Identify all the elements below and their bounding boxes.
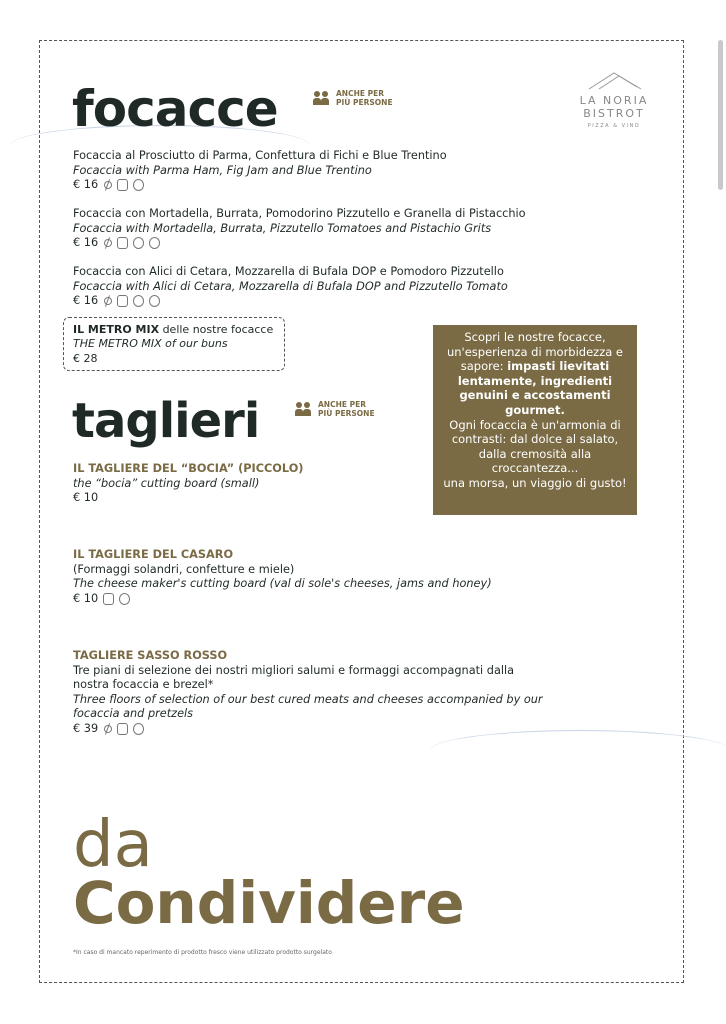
share-badge [295, 400, 375, 418]
share-line2: PIÙ PERSONE [318, 409, 375, 418]
people-icon [313, 91, 331, 105]
taglieri-title: taglieri [72, 393, 260, 449]
dairy-icon [117, 723, 128, 735]
item-name: Focaccia al Prosciutto di Parma, Confettura di Fichi e Blue Trentino [73, 149, 447, 162]
footer-title-line1: da [73, 808, 153, 882]
metro-en: THE METRO MIX of our buns [73, 337, 228, 351]
allergen-icon [133, 723, 144, 735]
item-price: € 16 [73, 236, 99, 250]
promo-text: Ogni focaccia è un'armonia di contrasti: dal dolce al salato, dalla cremosità alla croccantezza... [449, 417, 621, 476]
item-name-en: The cheese maker's cutting board (val di sole's cheeses, jams and honey) [73, 577, 492, 591]
menu-item [73, 149, 593, 193]
menu-item [73, 649, 543, 737]
gluten-icon [103, 179, 112, 191]
focacce-title: focacce [72, 80, 278, 138]
logo-line1: LA NORIA [579, 94, 649, 107]
menu-item [73, 462, 593, 506]
dairy-icon [103, 593, 114, 605]
dairy-icon [117, 295, 128, 307]
item-name-en: the “bocia” cutting board (small) [73, 476, 260, 490]
share-line1: ANCHE PER [318, 400, 366, 409]
allergen-icon [133, 179, 144, 191]
roof-icon [579, 70, 649, 90]
metro-price: € 28 [73, 351, 98, 365]
item-desc: Tre piani di selezione dei nostri migliori salumi e formaggi accompagnati dalla nostra focaccia e brezel* [73, 663, 515, 692]
footer-title-line2: Condividere [73, 869, 465, 937]
logo-line3: PIZZA & VINO [587, 123, 641, 129]
item-name: IL TAGLIERE DEL CASARO [73, 548, 234, 561]
promo-highlight: impasti lievitati lentamente, ingredienti genuini e accostamenti gourmet. [457, 359, 613, 417]
item-name-en: Focaccia with Alici di Cetara, Mozzarella di Bufala DOP and Pizzutello Tomato [73, 279, 508, 293]
item-price: € 16 [73, 294, 99, 308]
metro-title: IL METRO MIX [73, 323, 160, 336]
gluten-icon [103, 723, 112, 735]
dairy-icon [117, 179, 128, 191]
share-badge [313, 89, 393, 107]
item-name: Focaccia con Mortadella, Burrata, Pomodorino Pizzutello e Granella di Pistacchio [73, 207, 526, 220]
restaurant-logo [568, 70, 660, 129]
logo-line2: BISTROT [583, 107, 645, 120]
allergen-icon [119, 593, 130, 605]
scrollbar[interactable] [718, 40, 723, 190]
item-price: € 10 [73, 491, 99, 505]
metro-mix-box [63, 317, 285, 371]
item-price: € 39 [73, 721, 99, 735]
item-name: IL TAGLIERE DEL “BOCIA” (PICCOLO) [73, 462, 304, 475]
item-name-en: Focaccia with Parma Ham, Fig Jam and Blue Trentino [73, 163, 372, 177]
item-name: TAGLIERE SASSO ROSSO [73, 649, 228, 662]
fish-icon [149, 295, 160, 307]
gluten-icon [103, 237, 112, 249]
item-name-en: Focaccia with Mortadella, Burrata, Pizzutello Tomatoes and Pistachio Grits [73, 221, 492, 235]
footnote: *In caso di mancato reperimento di prodotto fresco viene utilizzato prodotto surgelato [73, 949, 332, 956]
item-desc: (Formaggi solandri, confetture e miele) [73, 562, 295, 576]
promo-closing: una morsa, un viaggio di gusto! [443, 475, 627, 490]
people-icon [295, 402, 313, 416]
allergen-icon [133, 237, 144, 249]
menu-item [73, 265, 593, 309]
gluten-icon [103, 295, 112, 307]
allergen-icon [133, 295, 144, 307]
nut-icon [149, 237, 160, 249]
item-price: € 10 [73, 591, 99, 605]
menu-item [73, 207, 593, 251]
item-name-en: Three floors of selection of our best cured meats and cheeses accompanied by our focaccia and pretzels [73, 692, 543, 721]
share-line1: ANCHE PER [336, 89, 384, 98]
item-name: Focaccia con Alici di Cetara, Mozzarella di Bufala DOP e Pomodoro Pizzutello [73, 265, 504, 278]
metro-desc: delle nostre focacce [159, 323, 274, 336]
menu-item [73, 548, 593, 606]
share-line2: PIÙ PERSONE [336, 98, 393, 107]
promo-intro: Scopri le nostre focacce, un'esperienza di morbidezza e sapore: [446, 330, 624, 374]
item-price: € 16 [73, 178, 99, 192]
dairy-icon [117, 237, 128, 249]
